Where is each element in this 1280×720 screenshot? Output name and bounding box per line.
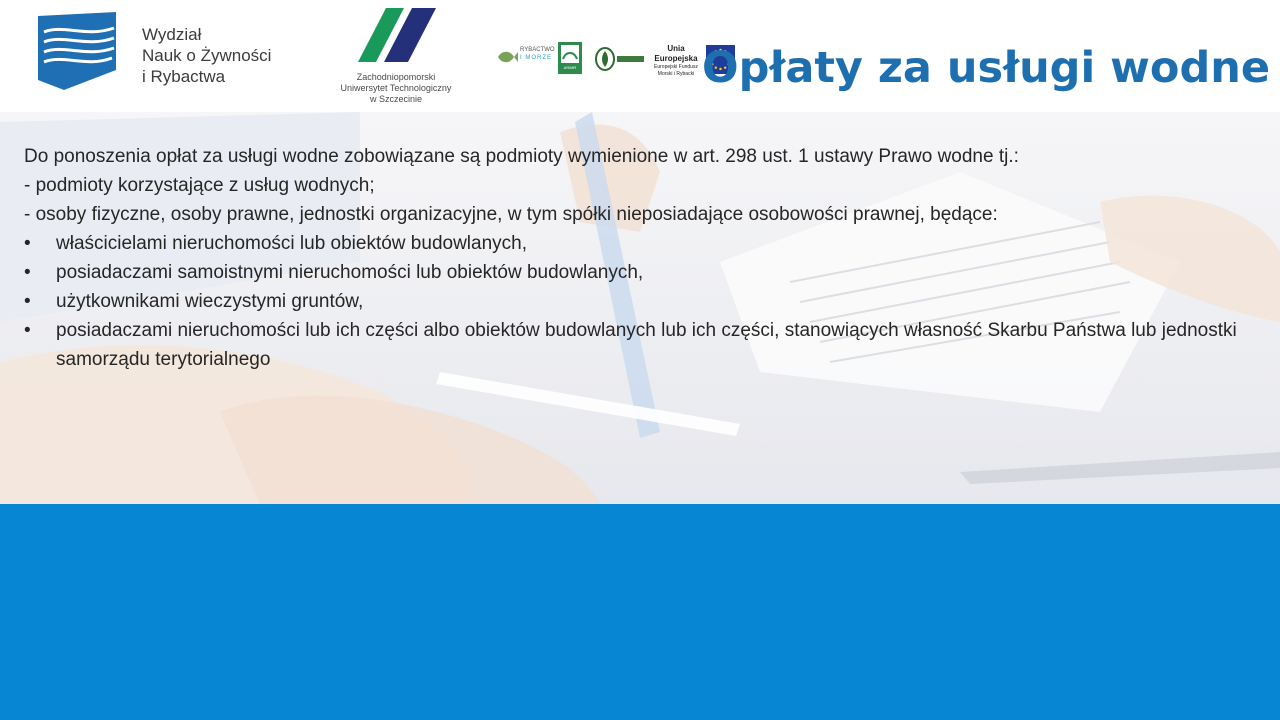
bullet-text: użytkownikami wieczystymi gruntów, (56, 291, 364, 312)
bullet-icon: • (24, 291, 31, 312)
arimr-label: ARiMR (563, 65, 577, 70)
zut-stripes-icon (356, 6, 438, 64)
bullet-item (24, 316, 1280, 374)
slide-title: Opłaty za usługi wodne (702, 43, 1270, 93)
eu-title: Unia Europejska (654, 44, 698, 63)
bullet-text: posiadaczami samoistnymi nieruchomości lub obiektów budowlanych, (56, 262, 644, 283)
slide-header (0, 0, 1280, 112)
faculty-name-line3: i Rybactwa (142, 67, 226, 86)
wave-flag-icon (34, 10, 120, 92)
rybactwo-label: RYBACTWO (520, 47, 555, 53)
rybactwo-logo (496, 46, 554, 68)
faculty-name-line1: Wydział (142, 25, 202, 44)
bullet-item (24, 229, 1280, 258)
rybactwo-sub: I MORZE (520, 55, 552, 61)
university-name (326, 72, 466, 105)
bullet-icon: • (24, 320, 31, 341)
faculty-name-line2: Nauk o Żywności (142, 46, 272, 65)
prow-logo (594, 46, 646, 72)
bullet-text: posiadaczami nieruchomości lub ich części albo obiektów budowlanych lub ich części, stanowiących własność Skarbu Państwa lub jednostki samorządu terytorialnego (56, 320, 1237, 370)
faculty-name (142, 24, 271, 87)
bullet-icon: • (24, 233, 31, 254)
bullet-icon: • (24, 262, 31, 283)
bullet-item (24, 258, 1280, 287)
bullet-item (24, 287, 1280, 316)
intro-paragraph: Do ponoszenia opłat za usługi wodne zobowiązane są podmioty wymienione w art. 298 ust. 1 ustawy Prawo wodne tj.: (24, 146, 1019, 167)
dash-item: - osoby fizyczne, osoby prawne, jednostki organizacyjne, w tym spółki nieposiadające osobowości prawnej, będące: (24, 204, 998, 225)
university-name-line2: Uniwersytet Technologiczny (340, 83, 452, 93)
university-name-line3: w Szczecinie (369, 94, 423, 104)
bullet-text: właścicielami nieruchomości lub obiektów budowlanych, (56, 233, 528, 254)
eu-fund-line1: Europejski Fundusz (654, 64, 698, 70)
dash-item: - podmioty korzystające z usług wodnych; (24, 175, 375, 196)
slide-body (24, 142, 1280, 374)
arimr-logo (558, 42, 582, 74)
university-name-line1: Zachodniopomorski (356, 72, 436, 82)
footer-band (0, 504, 1280, 720)
university-logo (326, 6, 466, 110)
eu-fund-line2: Morski i Rybacki (657, 71, 695, 77)
eu-text (648, 44, 704, 78)
fish-icon (496, 46, 518, 68)
leaf-icon (594, 46, 646, 72)
bullet-list (24, 229, 1280, 374)
faculty-logo (34, 10, 324, 92)
